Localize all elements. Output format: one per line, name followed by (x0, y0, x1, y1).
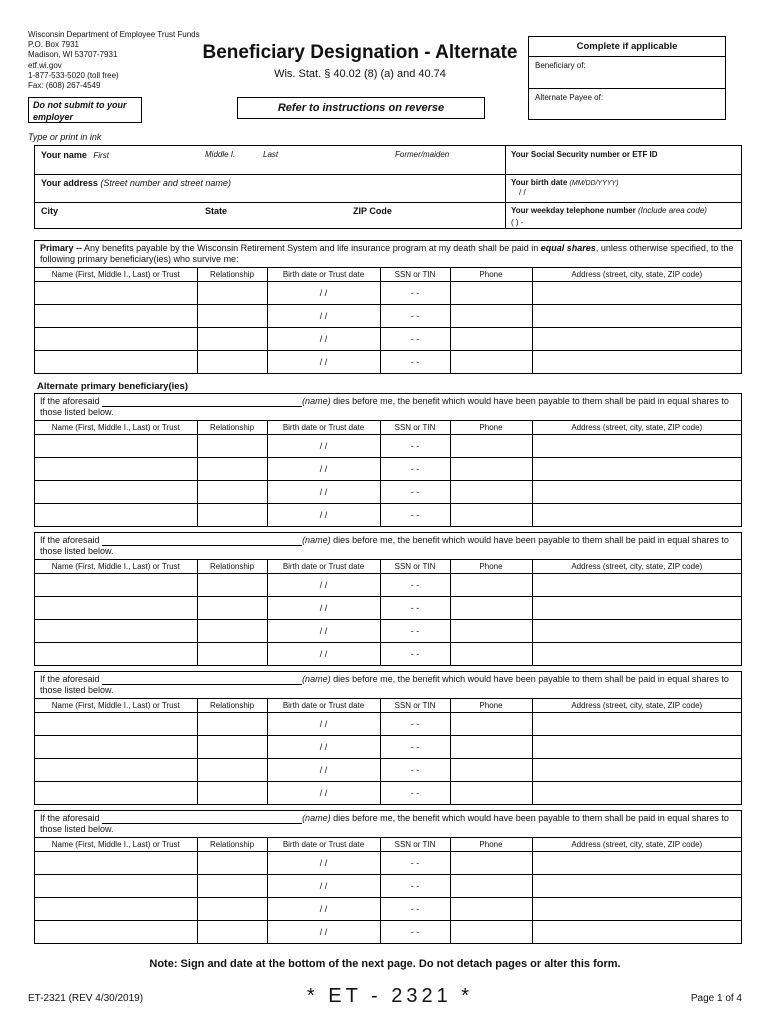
phone-cell[interactable] (450, 782, 532, 805)
name-cell[interactable] (35, 504, 197, 527)
alternate-statement (35, 811, 741, 837)
col-name: Name (First, Middle I., Last) or Trust (35, 560, 197, 574)
col-address: Address (street, city, state, ZIP code) (532, 838, 741, 852)
address-cell[interactable] (532, 481, 741, 504)
last-name-label: Last (263, 150, 279, 159)
alternate-statement (35, 533, 741, 559)
alternate-if: If the aforesaid (40, 535, 100, 545)
col-phone: Phone (450, 421, 532, 435)
col-birth-date: Birth date or Trust date (267, 699, 380, 713)
aforesaid-name-blank[interactable] (102, 536, 302, 546)
relationship-cell[interactable] (197, 736, 267, 759)
agency-line: 1-877-533-5020 (toll free) (28, 70, 119, 80)
birth-date-cell[interactable]: / / (267, 305, 380, 328)
primary-emphasis: equal shares (540, 243, 596, 253)
relationship-cell[interactable] (197, 435, 267, 458)
address-cell[interactable] (532, 597, 741, 620)
birth-date-cell[interactable]: / / (267, 435, 380, 458)
name-cell[interactable] (35, 305, 197, 328)
birth-date-cell[interactable]: / / (267, 736, 380, 759)
aforesaid-name-blank[interactable] (102, 675, 302, 685)
address-cell[interactable] (532, 435, 741, 458)
relationship-cell[interactable] (197, 328, 267, 351)
relationship-cell[interactable] (197, 305, 267, 328)
table-row (35, 481, 741, 504)
alternate-section (34, 810, 742, 944)
ssn-cell[interactable]: - - (380, 620, 450, 643)
name-cell[interactable] (35, 351, 197, 374)
alternate-rest: dies before me, the benefit which would have been payable to them shall be paid in equal shares to those listed below. (40, 674, 729, 695)
address-cell[interactable] (532, 736, 741, 759)
ssn-cell[interactable]: - - (380, 875, 450, 898)
ssn-cell[interactable]: - - (380, 305, 450, 328)
birth-date-cell[interactable]: / / (267, 328, 380, 351)
name-cell[interactable] (35, 620, 197, 643)
form-barcode-text: * ET - 2321 * (306, 985, 474, 1007)
table-row (35, 351, 741, 374)
alternate-name-label: (name) (302, 813, 331, 823)
phone-cell[interactable] (450, 328, 532, 351)
name-cell[interactable] (35, 435, 197, 458)
phone-cell[interactable] (450, 759, 532, 782)
table-row (35, 597, 741, 620)
alternate-statement (35, 394, 741, 420)
relationship-cell[interactable] (197, 481, 267, 504)
former-name-label: Former/maiden (395, 150, 450, 159)
table-row (35, 782, 741, 805)
alternate-beneficiary-table (35, 698, 741, 804)
name-cell[interactable] (35, 481, 197, 504)
table-row (35, 713, 741, 736)
your-name-label: Your name (41, 150, 87, 160)
address-cell[interactable] (532, 713, 741, 736)
phone-cell[interactable] (450, 458, 532, 481)
name-cell[interactable] (35, 574, 197, 597)
address-cell[interactable] (532, 458, 741, 481)
agency-line: P.O. Box 7931 (28, 40, 79, 50)
col-ssn: SSN or TIN (380, 268, 450, 282)
alternate-if: If the aforesaid (40, 396, 100, 406)
table-row (35, 435, 741, 458)
alternate-beneficiary-table (35, 559, 741, 665)
aforesaid-name-blank[interactable] (102, 814, 302, 824)
ssn-cell[interactable]: - - (380, 574, 450, 597)
address-cell[interactable] (532, 782, 741, 805)
alternate-if: If the aforesaid (40, 674, 100, 684)
col-ssn: SSN or TIN (380, 560, 450, 574)
ssn-cell[interactable]: - - (380, 458, 450, 481)
agency-line: etf.wi.gov (28, 60, 62, 70)
col-phone: Phone (450, 699, 532, 713)
address-cell[interactable] (532, 305, 741, 328)
relationship-cell[interactable] (197, 597, 267, 620)
col-phone: Phone (450, 838, 532, 852)
birth-date-cell[interactable]: / / (267, 597, 380, 620)
relationship-cell[interactable] (197, 351, 267, 374)
birth-date-cell[interactable]: / / (267, 504, 380, 527)
name-cell[interactable] (35, 328, 197, 351)
alternate-section (34, 671, 742, 805)
relationship-cell[interactable] (197, 620, 267, 643)
phone-cell[interactable] (450, 597, 532, 620)
signature-note: Note: Sign and date at the bottom of the next page. Do not detach pages or alter this form. (149, 958, 621, 970)
alternate-name-label: (name) (302, 535, 331, 545)
alternate-rest: dies before me, the benefit which would have been payable to them shall be paid in equal shares to those listed below. (40, 813, 729, 834)
form-number: ET-2321 (REV 4/30/2019) (28, 993, 144, 1004)
complete-if-applicable-title: Complete if applicable (529, 37, 725, 57)
col-birth-date: Birth date or Trust date (267, 838, 380, 852)
name-cell[interactable] (35, 458, 197, 481)
table-row (35, 898, 741, 921)
primary-beneficiary-table (35, 267, 741, 373)
address-cell[interactable] (532, 898, 741, 921)
col-relationship: Relationship (197, 838, 267, 852)
primary-text-b: , unless otherwise specified, to the following primary beneficiary(ies) who survive me: (40, 243, 734, 264)
address-cell[interactable] (532, 328, 741, 351)
member-info-box (34, 145, 742, 229)
table-row (35, 282, 741, 305)
ssn-cell[interactable]: - - (380, 921, 450, 944)
relationship-cell[interactable] (197, 852, 267, 875)
address-cell[interactable] (532, 875, 741, 898)
do-not-submit-notice: Do not submit to your employer (28, 97, 142, 123)
ssn-cell[interactable]: - - (380, 504, 450, 527)
relationship-cell[interactable] (197, 504, 267, 527)
birth-date-label: Your birth date (511, 178, 568, 187)
table-row (35, 458, 741, 481)
phone-cell[interactable] (450, 852, 532, 875)
relationship-cell[interactable] (197, 713, 267, 736)
phone-cell[interactable] (450, 481, 532, 504)
col-birth-date: Birth date or Trust date (267, 268, 380, 282)
relationship-cell[interactable] (197, 574, 267, 597)
col-name: Name (First, Middle I., Last) or Trust (35, 699, 197, 713)
name-cell[interactable] (35, 713, 197, 736)
col-name: Name (First, Middle I., Last) or Trust (35, 268, 197, 282)
col-address: Address (street, city, state, ZIP code) (532, 699, 741, 713)
birth-date-cell[interactable]: / / (267, 574, 380, 597)
ssn-cell[interactable]: - - (380, 736, 450, 759)
table-row (35, 875, 741, 898)
name-cell[interactable] (35, 898, 197, 921)
table-row (35, 852, 741, 875)
name-cell[interactable] (35, 643, 197, 666)
birth-date-cell[interactable]: / / (267, 875, 380, 898)
col-relationship: Relationship (197, 421, 267, 435)
table-row (35, 759, 741, 782)
statute-reference: Wis. Stat. § 40.02 (8) (a) and 40.74 (274, 68, 446, 80)
your-address-label: Your address (41, 178, 98, 188)
address-cell[interactable] (532, 282, 741, 305)
your-address-field[interactable] (41, 178, 231, 188)
agency-line: Madison, WI 53707-7931 (28, 50, 118, 60)
phone-cell[interactable] (450, 875, 532, 898)
birth-date-cell[interactable]: / / (267, 282, 380, 305)
phone-cell[interactable] (450, 305, 532, 328)
middle-initial-label: Middle I. (205, 150, 236, 159)
birth-date-slashes: / / (519, 188, 526, 197)
phone-cell[interactable] (450, 713, 532, 736)
primary-lead: Primary -- (40, 243, 83, 253)
ssn-cell[interactable]: - - (380, 759, 450, 782)
ssn-cell[interactable]: - - (380, 435, 450, 458)
birth-date-cell[interactable]: / / (267, 782, 380, 805)
birth-date-cell[interactable]: / / (267, 458, 380, 481)
address-cell[interactable] (532, 351, 741, 374)
col-ssn: SSN or TIN (380, 699, 450, 713)
phone-cell[interactable] (450, 504, 532, 527)
relationship-cell[interactable] (197, 759, 267, 782)
alternate-name-label: (name) (302, 396, 331, 406)
alternate-heading: Alternate primary beneficiary(ies) (37, 381, 189, 392)
ssn-cell[interactable]: - - (380, 328, 450, 351)
name-cell[interactable] (35, 852, 197, 875)
address-cell[interactable] (532, 852, 741, 875)
ssn-cell[interactable]: - - (380, 898, 450, 921)
alternate-beneficiary-table (35, 837, 741, 943)
agency-line: Fax: (608) 267-4549 (28, 81, 101, 91)
phone-cell[interactable] (450, 574, 532, 597)
name-cell[interactable] (35, 875, 197, 898)
col-ssn: SSN or TIN (380, 421, 450, 435)
col-relationship: Relationship (197, 560, 267, 574)
birth-date-cell[interactable]: / / (267, 898, 380, 921)
col-birth-date: Birth date or Trust date (267, 560, 380, 574)
name-cell[interactable] (35, 921, 197, 944)
phone-cell[interactable] (450, 435, 532, 458)
relationship-cell[interactable] (197, 782, 267, 805)
birth-date-cell[interactable]: / / (267, 351, 380, 374)
col-relationship: Relationship (197, 699, 267, 713)
table-row (35, 921, 741, 944)
phone-cell[interactable] (450, 921, 532, 944)
alternate-statement (35, 672, 741, 698)
name-cell[interactable] (35, 759, 197, 782)
birth-date-cell[interactable]: / / (267, 481, 380, 504)
aforesaid-name-blank[interactable] (102, 397, 302, 407)
ssn-cell[interactable]: - - (380, 852, 450, 875)
ssn-cell[interactable]: - - (380, 282, 450, 305)
refer-instructions-box: Refer to instructions on reverse (237, 97, 485, 119)
phone-cell[interactable] (450, 898, 532, 921)
col-birth-date: Birth date or Trust date (267, 421, 380, 435)
phone-cell[interactable] (450, 351, 532, 374)
name-cell[interactable] (35, 736, 197, 759)
form-title: Beneficiary Designation - Alternate (202, 42, 518, 63)
alternate-payee-of-field[interactable] (529, 89, 725, 120)
agency-address (28, 30, 200, 91)
phone-cell[interactable] (450, 620, 532, 643)
address-cell[interactable] (532, 504, 741, 527)
primary-section (34, 240, 742, 374)
beneficiary-of-label: Beneficiary of: (535, 61, 586, 70)
address-cell[interactable] (532, 759, 741, 782)
phone-mask: ( ) - (511, 218, 524, 227)
address-cell[interactable] (532, 921, 741, 944)
your-name-field[interactable] (41, 150, 109, 160)
ssn-cell[interactable]: - - (380, 481, 450, 504)
alternate-name-label: (name) (302, 674, 331, 684)
alternate-rest: dies before me, the benefit which would have been payable to them shall be paid in equal shares to those listed below. (40, 396, 729, 417)
beneficiary-of-field[interactable] (529, 57, 725, 89)
table-row (35, 643, 741, 666)
first-name-label: First (93, 151, 109, 160)
table-row (35, 504, 741, 527)
table-row (35, 736, 741, 759)
table-row (35, 328, 741, 351)
ssn-etf-id-field[interactable]: Your Social Security number or ETF ID (511, 150, 658, 159)
zip-field[interactable]: ZIP Code (353, 206, 392, 216)
alternate-section (34, 393, 742, 527)
address-hint: (Street number and street name) (100, 178, 231, 188)
relationship-cell[interactable] (197, 875, 267, 898)
complete-if-applicable-box (528, 36, 726, 120)
birth-date-cell[interactable]: / / (267, 643, 380, 666)
birth-date-field[interactable] (511, 178, 619, 197)
birth-date-cell[interactable]: / / (267, 620, 380, 643)
address-cell[interactable] (532, 574, 741, 597)
col-address: Address (street, city, state, ZIP code) (532, 421, 741, 435)
col-relationship: Relationship (197, 268, 267, 282)
relationship-cell[interactable] (197, 898, 267, 921)
name-cell[interactable] (35, 782, 197, 805)
agency-line: Wisconsin Department of Employee Trust Funds (28, 30, 200, 39)
col-phone: Phone (450, 268, 532, 282)
primary-text-a: Any benefits payable by the Wisconsin Retirement System and life insurance program at my death shall be paid in (82, 243, 541, 253)
alternate-rest: dies before me, the benefit which would have been payable to them shall be paid in equal shares to those listed below. (40, 535, 729, 556)
birth-date-cell[interactable]: / / (267, 759, 380, 782)
type-or-print-note: Type or print in ink (28, 132, 102, 142)
phone-cell[interactable] (450, 736, 532, 759)
ssn-cell[interactable]: - - (380, 351, 450, 374)
state-field[interactable]: State (205, 206, 228, 216)
table-row (35, 305, 741, 328)
col-ssn: SSN or TIN (380, 838, 450, 852)
relationship-cell[interactable] (197, 643, 267, 666)
birth-date-hint: (MM/DD/YYYY) (569, 180, 619, 187)
primary-statement (35, 241, 741, 267)
address-cell[interactable] (532, 643, 741, 666)
phone-field[interactable] (511, 206, 707, 227)
name-cell[interactable] (35, 282, 197, 305)
table-row (35, 574, 741, 597)
page-number: Page 1 of 4 (690, 993, 742, 1004)
ssn-cell[interactable]: - - (380, 713, 450, 736)
relationship-cell[interactable] (197, 282, 267, 305)
phone-cell[interactable] (450, 282, 532, 305)
ssn-cell[interactable]: - - (380, 643, 450, 666)
alternate-payee-of-label: Alternate Payee of: (535, 93, 604, 102)
col-name: Name (First, Middle I., Last) or Trust (35, 838, 197, 852)
relationship-cell[interactable] (197, 921, 267, 944)
ssn-cell[interactable]: - - (380, 597, 450, 620)
col-address: Address (street, city, state, ZIP code) (532, 560, 741, 574)
alternate-beneficiary-table (35, 420, 741, 526)
address-cell[interactable] (532, 620, 741, 643)
birth-date-cell[interactable]: / / (267, 921, 380, 944)
col-address: Address (street, city, state, ZIP code) (532, 268, 741, 282)
phone-label: Your weekday telephone number (511, 206, 636, 215)
col-name: Name (First, Middle I., Last) or Trust (35, 421, 197, 435)
table-row (35, 620, 741, 643)
phone-cell[interactable] (450, 643, 532, 666)
alternate-section (34, 532, 742, 666)
relationship-cell[interactable] (197, 458, 267, 481)
name-cell[interactable] (35, 597, 197, 620)
city-field[interactable]: City (41, 206, 59, 216)
birth-date-cell[interactable]: / / (267, 713, 380, 736)
alternate-if: If the aforesaid (40, 813, 100, 823)
birth-date-cell[interactable]: / / (267, 852, 380, 875)
phone-hint: (Include area code) (638, 206, 707, 215)
ssn-cell[interactable]: - - (380, 782, 450, 805)
col-phone: Phone (450, 560, 532, 574)
